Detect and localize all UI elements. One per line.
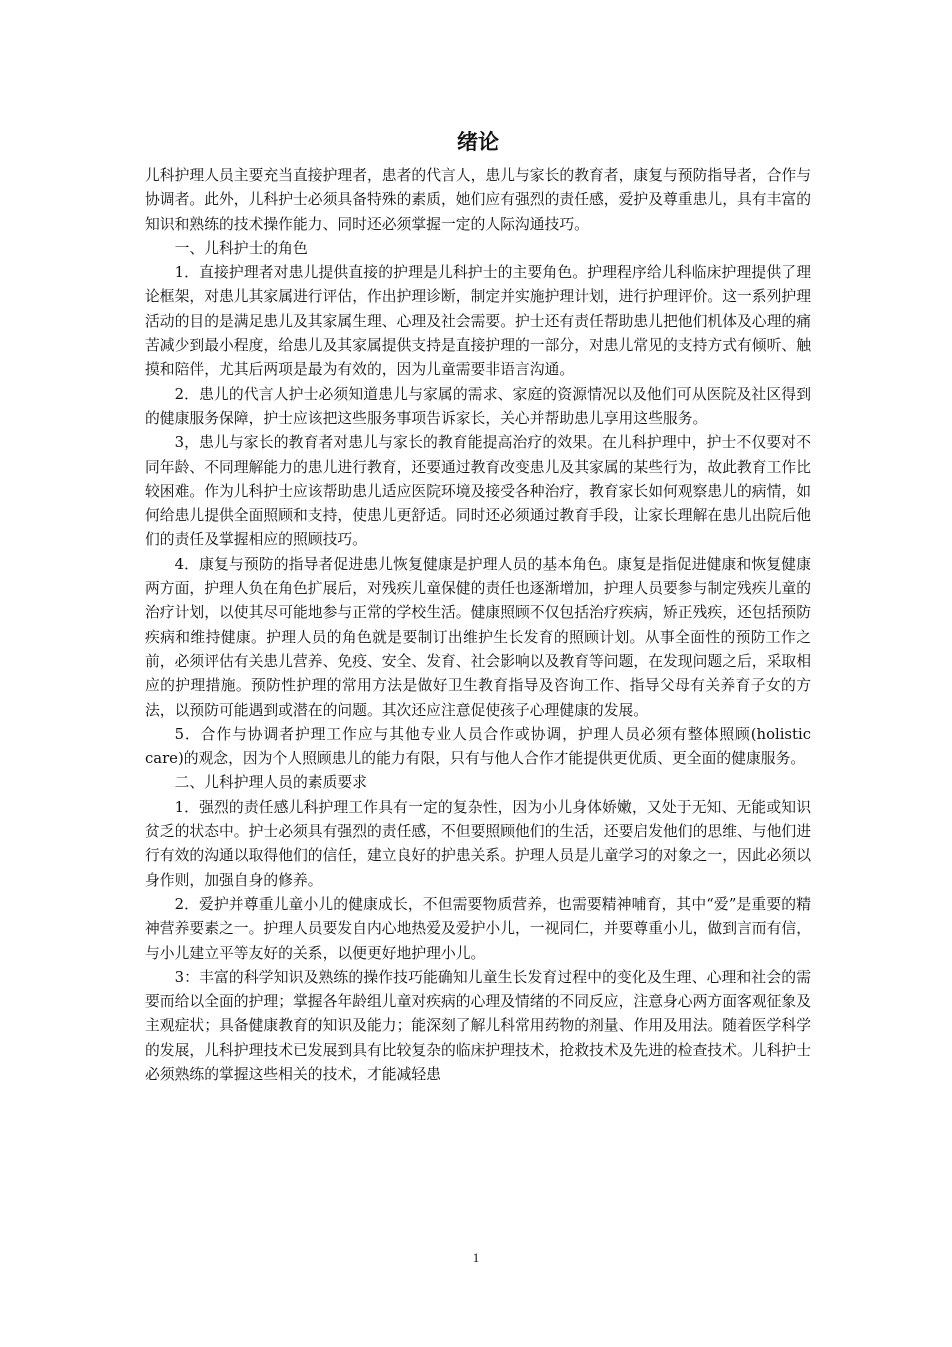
paragraph-respect: 2．爱护并尊重儿童小儿的健康成长，不但需要物质营养，也需要精神哺育，其中“爱”是重要的精神营养要素之一。护理人员要发自内心地热爱及爱护小儿，一视同仁，并要尊重小儿，做到言而有信，与小儿建立平等友好的关系，以便更好地护理小儿。 bbox=[145, 895, 811, 962]
section-heading-qualities: 二、儿科护理人员的素质要求 bbox=[174, 774, 367, 792]
paragraph-responsibility: 1．强烈的责任感儿科护理工作具有一定的复杂性，因为小儿身体娇嫩，又处于无知、无能或知识贫乏的状态中。护士必须具有强烈的责任感，不但要照顾他们的生活，还要启发他们的思维、与他们进行有效的沟通以取得他们的信任，建立良好的护患关系。护理人员是儿童学习的对象之一，因此必须以身作则，加强自身的修养。 bbox=[145, 798, 811, 889]
paragraph-advocate: 2．患儿的代言人护士必须知道患儿与家属的需求、家庭的资源情况以及他们可从医院及社区得到的健康服务保障，护士应该把这些服务事项告诉家长，关心并帮助患儿享用这些服务。 bbox=[145, 385, 811, 427]
paragraph-direct-caregiver: 1．直接护理者对患儿提供直接的护理是儿科护士的主要角色。护理程序给儿科临床护理提供了理论框架，对患儿其家属进行评估，作出护理诊断，制定并实施护理计划，进行护理评价。这一系列护理活动的目的是满足患儿及其家属生理、心理及社会需要。护士还有责任帮助患儿把他们机体及心理的痛苦减少到最小程度，给患儿及其家属提供支持是直接护理的一部分，对患儿常见的支持方式有倾听、触摸和陪伴，尤其后两项是最为有效的，因为儿童需要非语言沟通。 bbox=[145, 264, 811, 379]
paragraph-coordinator: 5．合作与协调者护理工作应与其他专业人员合作或协调，护理人员必须有整体照顾(holistic care)的观念，因为个人照顾患儿的能力有限，只有与他人合作才能提供更优质、更全面的健康服务。 bbox=[145, 725, 826, 768]
document-body bbox=[145, 164, 826, 1087]
page-number: 1 bbox=[472, 1250, 480, 1265]
paragraph-educator: 3，患儿与家长的教育者对患儿与家长的教育能提高治疗的效果。在儿科护理中，护士不仅要对不同年龄、不同理解能力的患儿进行教育，还要通过教育改变患儿及其家属的某些行为，故此教育工作比较困难。作为儿科护士应该帮助患儿适应医院环境及接受各种治疗，教育家长如何观察患儿的病情，如何给患儿提供全面照顾和支持，使患儿更舒适。同时还必须通过教育手段，让家长理解在患儿出院后他们的责任及掌握相应的照顾技巧。 bbox=[145, 434, 811, 549]
document-title: 绪论 bbox=[457, 130, 499, 154]
paragraph-rehab-prevention: 4．康复与预防的指导者促进患儿恢复健康是护理人员的基本角色。康复是指促进健康和恢复健康两方面，护理人负在角色扩展后，对残疾儿童保健的责任也逐渐增加，护理人员要参与制定残疾儿童的治疗计划，以使其尽可能地参与正常的学校生活。健康照顾不仅包括治疗疾病，矫正残疾，还包括预防疾病和维持健康。护理人员的角色就是要制订出维护生长发育的照顾计划。从事全面性的预防工作之前，必须评估有关患儿营养、免疫、安全、发育、社会影响以及教育等问题，在发现问题之后，采取相应的护理措施。预防性护理的常用方法是做好卫生教育指导及咨询工作、指导父母有关养育子女的方法，以预防可能遇到或潜在的问题。其次还应注意促使孩子心理健康的发展。 bbox=[145, 555, 811, 719]
section-heading-nurse-roles: 一、儿科护士的角色 bbox=[174, 239, 308, 257]
intro-paragraph: 儿科护理人员主要充当直接护理者，患者的代言人，患儿与家长的教育者，康复与预防指导者，合作与协调者。此外，儿科护士必须具备特殊的素质，她们应有强烈的责任感，爱护及尊重患儿，具有丰富的知识和熟练的技术操作能力、同时还必须掌握一定的人际沟通技巧。 bbox=[145, 167, 811, 233]
document-page bbox=[145, 124, 826, 1087]
paragraph-knowledge-skills: 3：丰富的科学知识及熟练的操作技巧能确知儿童生长发育过程中的变化及生理、心理和社会的需要而给以全面的护理；掌握各年龄组儿童对疾病的心理及情绪的不同反应，注意身心两方面客观征象及主观症状；具备健康教育的知识及能力；能深刻了解儿科常用药物的剂量、作用及用法。随着医学科学的发展，儿科护理技术已发展到具有比较复杂的临床护理技术，抢救技术及先进的检查技术。儿科护士必须熟练的掌握这些相关的技术，才能减轻患 bbox=[145, 968, 811, 1083]
